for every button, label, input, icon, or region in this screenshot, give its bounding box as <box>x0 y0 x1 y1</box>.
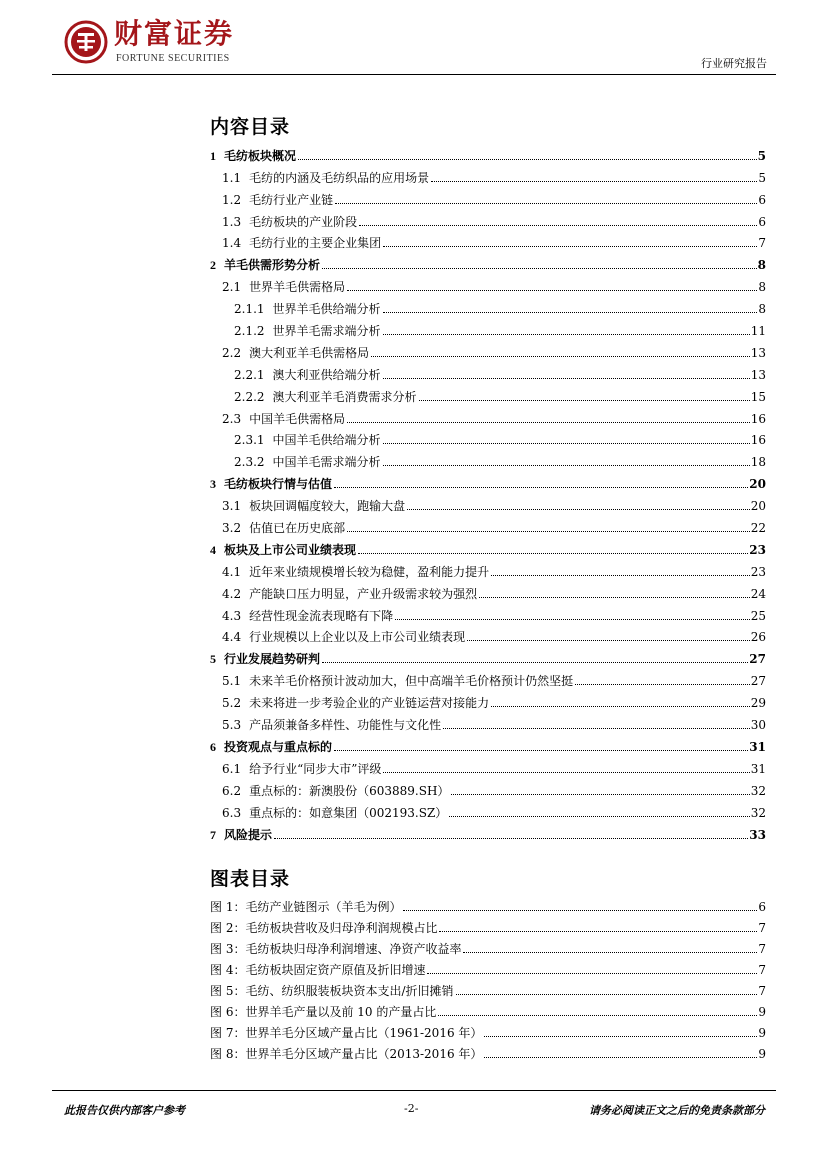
toc-entry-title: 估值已在历史底部 <box>249 521 346 536</box>
dot-leader <box>322 662 748 663</box>
dot-leader <box>456 994 758 995</box>
toc-entry[interactable] <box>210 710 766 732</box>
toc-entry-title: 世界羊毛需求端分析 <box>272 324 381 339</box>
figure-entry-title: 图 1：毛纺产业链图示（羊毛为例） <box>210 900 402 914</box>
toc-entry[interactable] <box>210 207 766 229</box>
figure-list-heading: 图表目录 <box>210 868 291 890</box>
figure-entry-page: 7 <box>758 921 766 935</box>
toc-entry-page: 13 <box>750 367 766 382</box>
toc-entry-page: 7 <box>758 236 766 251</box>
dot-leader <box>491 706 750 707</box>
toc-entry-title: 未来将进一步考验企业的产业链运营对接能力 <box>249 696 490 711</box>
toc-entry-page: 23 <box>749 542 766 557</box>
toc-entry[interactable] <box>210 513 766 535</box>
dot-leader <box>449 816 749 817</box>
dot-leader <box>347 531 750 532</box>
toc-entry-number: 2.1.1 <box>234 302 265 317</box>
figure-entry-title: 图 4：毛纺板块固定资产原值及折旧增速 <box>210 963 426 977</box>
toc-entry-title: 重点标的：新澳股份（603889.SH） <box>249 783 450 798</box>
figure-entry-title: 图 8：世界羊毛分区域产量占比（2013-2016 年） <box>210 1047 483 1061</box>
dot-leader <box>383 378 750 379</box>
toc-entry-title: 近年来业绩规模增长较为稳健，盈利能力提升 <box>249 564 490 579</box>
dot-leader <box>371 356 750 357</box>
figure-entry-page: 7 <box>758 984 766 998</box>
toc-entry-page: 11 <box>750 324 766 339</box>
toc-entry[interactable] <box>210 360 766 382</box>
toc-entry-number: 4.2 <box>222 586 242 601</box>
dot-leader <box>334 750 748 751</box>
toc-entry-number: 5.2 <box>222 696 242 711</box>
toc-entry-title: 毛纺行业的主要企业集团 <box>249 236 382 251</box>
toc-entry-page: 32 <box>750 805 766 820</box>
dot-leader <box>443 728 750 729</box>
toc-entry[interactable] <box>210 316 766 338</box>
toc-entry-page: 5 <box>757 148 766 163</box>
toc-entry-title: 板块回调幅度较大，跑输大盘 <box>249 499 406 514</box>
toc-entry-title: 毛纺行业产业链 <box>249 192 334 207</box>
dot-leader <box>274 838 748 839</box>
toc-entry-title: 中国羊毛供给端分析 <box>272 433 381 448</box>
toc-entry-page: 20 <box>749 477 766 492</box>
dot-leader <box>383 312 758 313</box>
dot-leader <box>359 225 757 226</box>
toc-heading: 内容目录 <box>210 116 291 138</box>
toc-entry-page: 30 <box>750 718 766 733</box>
figure-entry-title: 图 3：毛纺板块归母净利润增速、净资产收益率 <box>210 942 462 956</box>
dot-leader <box>484 1036 757 1037</box>
toc-entry[interactable] <box>210 163 766 185</box>
toc-entry-title: 澳大利亚羊毛消费需求分析 <box>272 389 417 404</box>
figure-entry-page: 6 <box>758 900 766 914</box>
figure-entry[interactable] <box>210 914 766 935</box>
toc-entry-number: 5 <box>210 652 216 667</box>
toc-entry[interactable] <box>210 557 766 579</box>
dot-leader <box>407 509 750 510</box>
toc-entry-number: 2 <box>210 258 216 273</box>
toc-entry-number: 5.1 <box>222 674 242 689</box>
toc-entry[interactable] <box>210 491 766 513</box>
figure-entry[interactable] <box>210 956 766 977</box>
toc-entry-number: 2.1 <box>222 280 242 295</box>
brand-name-en: FORTUNE SECURITIES <box>116 53 230 64</box>
toc-entry[interactable] <box>210 469 766 491</box>
figure-entry[interactable] <box>210 1019 766 1040</box>
toc-entry-title: 产品须兼备多样性、功能性与文化性 <box>249 718 442 733</box>
toc-entry[interactable] <box>210 272 766 294</box>
header-divider <box>52 74 776 75</box>
figure-entry[interactable] <box>210 977 766 998</box>
figure-list <box>210 893 766 1061</box>
toc-entry-title: 毛纺板块的产业阶段 <box>249 214 358 229</box>
toc-entry-title: 中国羊毛供需格局 <box>249 411 346 426</box>
toc-entry-title: 经营性现金流表现略有下降 <box>249 608 394 623</box>
toc-entry[interactable] <box>210 666 766 688</box>
figure-entry-page: 9 <box>758 1047 766 1061</box>
figure-entry-title: 图 5：毛纺、纺织服装板块资本支出/折旧摊销 <box>210 984 454 998</box>
toc-entry-number: 6.2 <box>222 783 242 798</box>
toc-entry-title: 板块及上市公司业绩表现 <box>224 542 357 557</box>
toc-entry-number: 2.3.2 <box>234 455 265 470</box>
dot-leader <box>298 159 757 160</box>
toc-entry-page: 16 <box>750 411 766 426</box>
toc-entry-page: 15 <box>750 389 766 404</box>
toc-entry-number: 2.3 <box>222 411 242 426</box>
toc-entry-number: 2.2.1 <box>234 367 265 382</box>
toc-entry-page: 26 <box>750 630 766 645</box>
toc-entry-page: 29 <box>750 696 766 711</box>
toc-entry-title: 毛纺的内涵及毛纺织品的应用场景 <box>249 170 430 185</box>
toc-entry[interactable] <box>210 754 766 776</box>
toc-entry-number: 3.2 <box>222 521 242 536</box>
page-header <box>0 0 827 80</box>
toc-entry-page: 22 <box>750 521 766 536</box>
toc-entry-page: 24 <box>750 586 766 601</box>
figure-entry[interactable] <box>210 1040 766 1061</box>
toc-entry-number: 1 <box>210 148 216 163</box>
dot-leader <box>347 290 757 291</box>
toc-entry-title: 世界羊毛供给端分析 <box>272 302 381 317</box>
report-type-label: 行业研究报告 <box>701 57 767 70</box>
dot-leader <box>335 203 757 204</box>
table-of-contents <box>210 141 766 842</box>
toc-entry-number: 1.1 <box>222 170 242 185</box>
dot-leader <box>322 268 757 269</box>
toc-entry-title: 行业发展趋势研判 <box>224 652 321 667</box>
toc-entry-page: 8 <box>758 280 766 295</box>
toc-entry-number: 1.3 <box>222 214 242 229</box>
toc-entry-title: 给予行业“同步大市”评级 <box>249 761 382 776</box>
toc-entry-title: 风险提示 <box>224 827 273 842</box>
dot-leader <box>427 973 757 974</box>
toc-entry-page: 8 <box>757 258 766 273</box>
dot-leader <box>479 597 750 598</box>
figure-entry[interactable] <box>210 998 766 1019</box>
toc-entry[interactable] <box>210 141 766 163</box>
dot-leader <box>383 443 750 444</box>
toc-entry-page: 16 <box>750 433 766 448</box>
footer-disclaimer-right: 请务必阅读正文之后的免责条款部分 <box>589 1104 765 1117</box>
toc-entry[interactable] <box>210 732 766 754</box>
dot-leader <box>383 772 749 773</box>
toc-entry-number: 6.1 <box>222 761 242 776</box>
toc-entry-number: 2.3.1 <box>234 433 265 448</box>
figure-entry[interactable] <box>210 935 766 956</box>
toc-entry[interactable] <box>210 382 766 404</box>
toc-entry[interactable] <box>210 798 766 820</box>
dot-leader <box>383 334 750 335</box>
toc-entry-page: 32 <box>750 783 766 798</box>
toc-entry-page: 23 <box>750 564 766 579</box>
figure-entry-page: 7 <box>758 963 766 977</box>
brand-name-cn: 财富证券 <box>114 17 235 50</box>
fortune-securities-logo-icon <box>64 20 108 64</box>
toc-entry-number: 3 <box>210 477 216 492</box>
toc-entry-number: 2.1.2 <box>234 324 265 339</box>
dot-leader <box>383 465 750 466</box>
toc-entry[interactable] <box>210 579 766 601</box>
toc-entry-title: 中国羊毛需求端分析 <box>272 455 381 470</box>
toc-entry[interactable] <box>210 644 766 666</box>
dot-leader <box>383 246 757 247</box>
toc-entry-title: 世界羊毛供需格局 <box>249 280 346 295</box>
toc-entry[interactable] <box>210 535 766 557</box>
toc-entry-title: 澳大利亚羊毛供需格局 <box>249 345 370 360</box>
toc-entry[interactable] <box>210 338 766 360</box>
toc-entry-page: 13 <box>750 345 766 360</box>
toc-entry[interactable] <box>210 404 766 426</box>
toc-entry[interactable] <box>210 426 766 448</box>
toc-entry-number: 4.3 <box>222 608 242 623</box>
toc-entry-title: 行业规模以上企业以及上市公司业绩表现 <box>249 630 466 645</box>
dot-leader <box>575 684 750 685</box>
toc-entry-title: 毛纺板块行情与估值 <box>224 477 333 492</box>
dot-leader <box>358 553 748 554</box>
figure-entry-page: 9 <box>758 1005 766 1019</box>
toc-entry-title: 澳大利亚供给端分析 <box>272 367 381 382</box>
toc-entry-page: 25 <box>750 608 766 623</box>
toc-entry[interactable] <box>210 820 766 842</box>
dot-leader <box>439 931 757 932</box>
toc-entry[interactable] <box>210 623 766 645</box>
toc-entry[interactable] <box>210 776 766 798</box>
toc-entry-page: 18 <box>750 455 766 470</box>
figure-entry-title: 图 7：世界羊毛分区域产量占比（1961-2016 年） <box>210 1026 483 1040</box>
toc-entry[interactable] <box>210 601 766 623</box>
toc-entry[interactable] <box>210 447 766 469</box>
toc-entry-title: 羊毛供需形势分析 <box>224 258 321 273</box>
dot-leader <box>334 487 748 488</box>
dot-leader <box>463 952 757 953</box>
toc-entry-number: 6 <box>210 739 216 754</box>
toc-entry[interactable] <box>210 688 766 710</box>
page-number: -2- <box>404 1102 419 1115</box>
toc-entry-page: 33 <box>749 827 766 842</box>
toc-entry-page: 6 <box>758 214 766 229</box>
figure-entry-page: 9 <box>758 1026 766 1040</box>
figure-entry[interactable] <box>210 893 766 914</box>
toc-entry-page: 6 <box>758 192 766 207</box>
toc-entry-number: 6.3 <box>222 805 242 820</box>
toc-entry-title: 未来羊毛价格预计波动加大，但中高端羊毛价格预计仍然坚挺 <box>249 674 574 689</box>
dot-leader <box>403 910 757 911</box>
dot-leader <box>484 1057 757 1058</box>
toc-entry[interactable] <box>210 250 766 272</box>
dot-leader <box>347 422 750 423</box>
toc-entry-page: 8 <box>758 302 766 317</box>
toc-entry-page: 27 <box>750 674 766 689</box>
toc-entry-page: 31 <box>749 739 766 754</box>
dot-leader <box>419 400 750 401</box>
toc-entry-number: 2.2 <box>222 345 242 360</box>
toc-entry-title: 投资观点与重点标的 <box>224 739 333 754</box>
toc-entry-number: 3.1 <box>222 499 242 514</box>
toc-entry-title: 毛纺板块概况 <box>224 148 297 163</box>
toc-entry[interactable] <box>210 294 766 316</box>
toc-entry-number: 4.4 <box>222 630 242 645</box>
toc-entry-page: 31 <box>750 761 766 776</box>
footer-disclaimer-left: 此报告仅供内部客户参考 <box>64 1104 185 1117</box>
toc-entry-number: 1.2 <box>222 192 242 207</box>
toc-entry[interactable] <box>210 229 766 251</box>
figure-entry-title: 图 2：毛纺板块营收及归母净利润规模占比 <box>210 921 438 935</box>
dot-leader <box>395 619 750 620</box>
toc-entry-number: 2.2.2 <box>234 389 265 404</box>
toc-entry-title: 重点标的：如意集团（002193.SZ） <box>249 805 448 820</box>
toc-entry-page: 5 <box>758 170 766 185</box>
dot-leader <box>491 575 750 576</box>
toc-entry-title: 产能缺口压力明显，产业升级需求较为强烈 <box>249 586 478 601</box>
toc-entry-number: 7 <box>210 827 216 842</box>
toc-entry-number: 4.1 <box>222 564 242 579</box>
toc-entry-page: 20 <box>750 499 766 514</box>
toc-entry[interactable] <box>210 185 766 207</box>
figure-entry-title: 图 6：世界羊毛产量以及前 10 的产量占比 <box>210 1005 437 1019</box>
toc-entry-number: 4 <box>210 542 216 557</box>
dot-leader <box>451 794 749 795</box>
toc-entry-number: 5.3 <box>222 718 242 733</box>
footer-divider <box>52 1090 776 1091</box>
dot-leader <box>438 1015 757 1016</box>
dot-leader <box>431 181 757 182</box>
dot-leader <box>467 640 750 641</box>
figure-entry-page: 7 <box>758 942 766 956</box>
toc-entry-page: 27 <box>749 652 766 667</box>
toc-entry-number: 1.4 <box>222 236 242 251</box>
